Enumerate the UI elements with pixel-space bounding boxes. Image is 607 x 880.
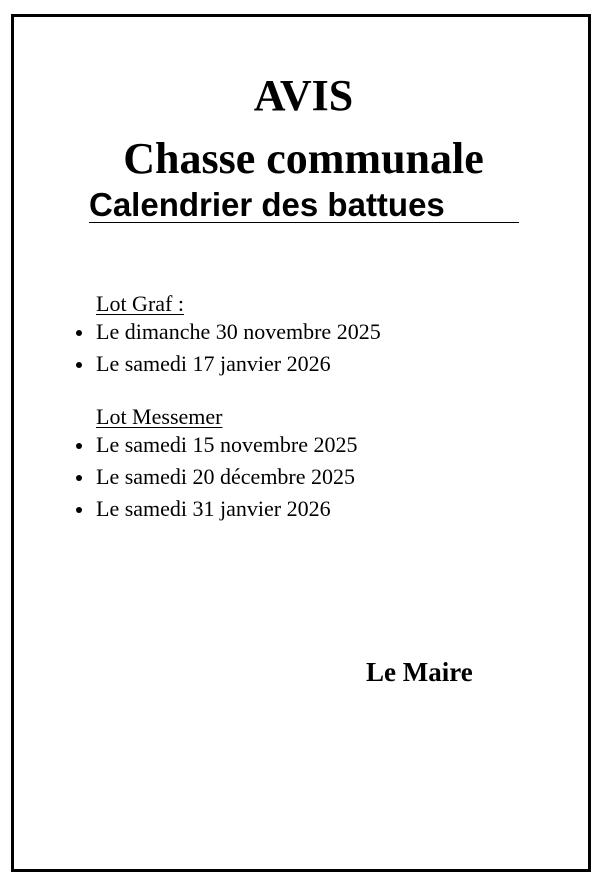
hunt-date: Le samedi 31 janvier 2026	[96, 496, 331, 521]
lot-graf-heading: Lot Graf :	[96, 291, 184, 316]
notice-heading: Calendrier des battues	[89, 186, 445, 223]
hunt-date: Le samedi 20 décembre 2025	[96, 464, 356, 489]
notice-title: AVIS	[253, 71, 354, 120]
list-item	[0, 495, 607, 527]
notice-subtitle: Chasse communale	[123, 134, 484, 183]
list-item	[0, 318, 607, 350]
hunt-date: Le samedi 17 janvier 2026	[96, 351, 331, 376]
lot-messemer-heading: Lot Messemer	[96, 404, 223, 429]
bullet-icon	[76, 362, 82, 368]
list-item	[0, 463, 607, 495]
hunt-date: Le samedi 15 novembre 2025	[96, 432, 358, 457]
bullet-icon	[76, 330, 82, 336]
bullet-icon	[76, 475, 82, 481]
lot-graf-dates	[0, 318, 607, 382]
signature: Le Maire	[366, 657, 473, 687]
bullet-icon	[76, 507, 82, 513]
heading-underline	[89, 222, 519, 223]
hunt-date: Le dimanche 30 novembre 2025	[96, 319, 381, 344]
lot-messemer-dates	[0, 431, 607, 527]
list-item	[0, 431, 607, 463]
bullet-icon	[76, 443, 82, 449]
list-item	[0, 350, 607, 382]
